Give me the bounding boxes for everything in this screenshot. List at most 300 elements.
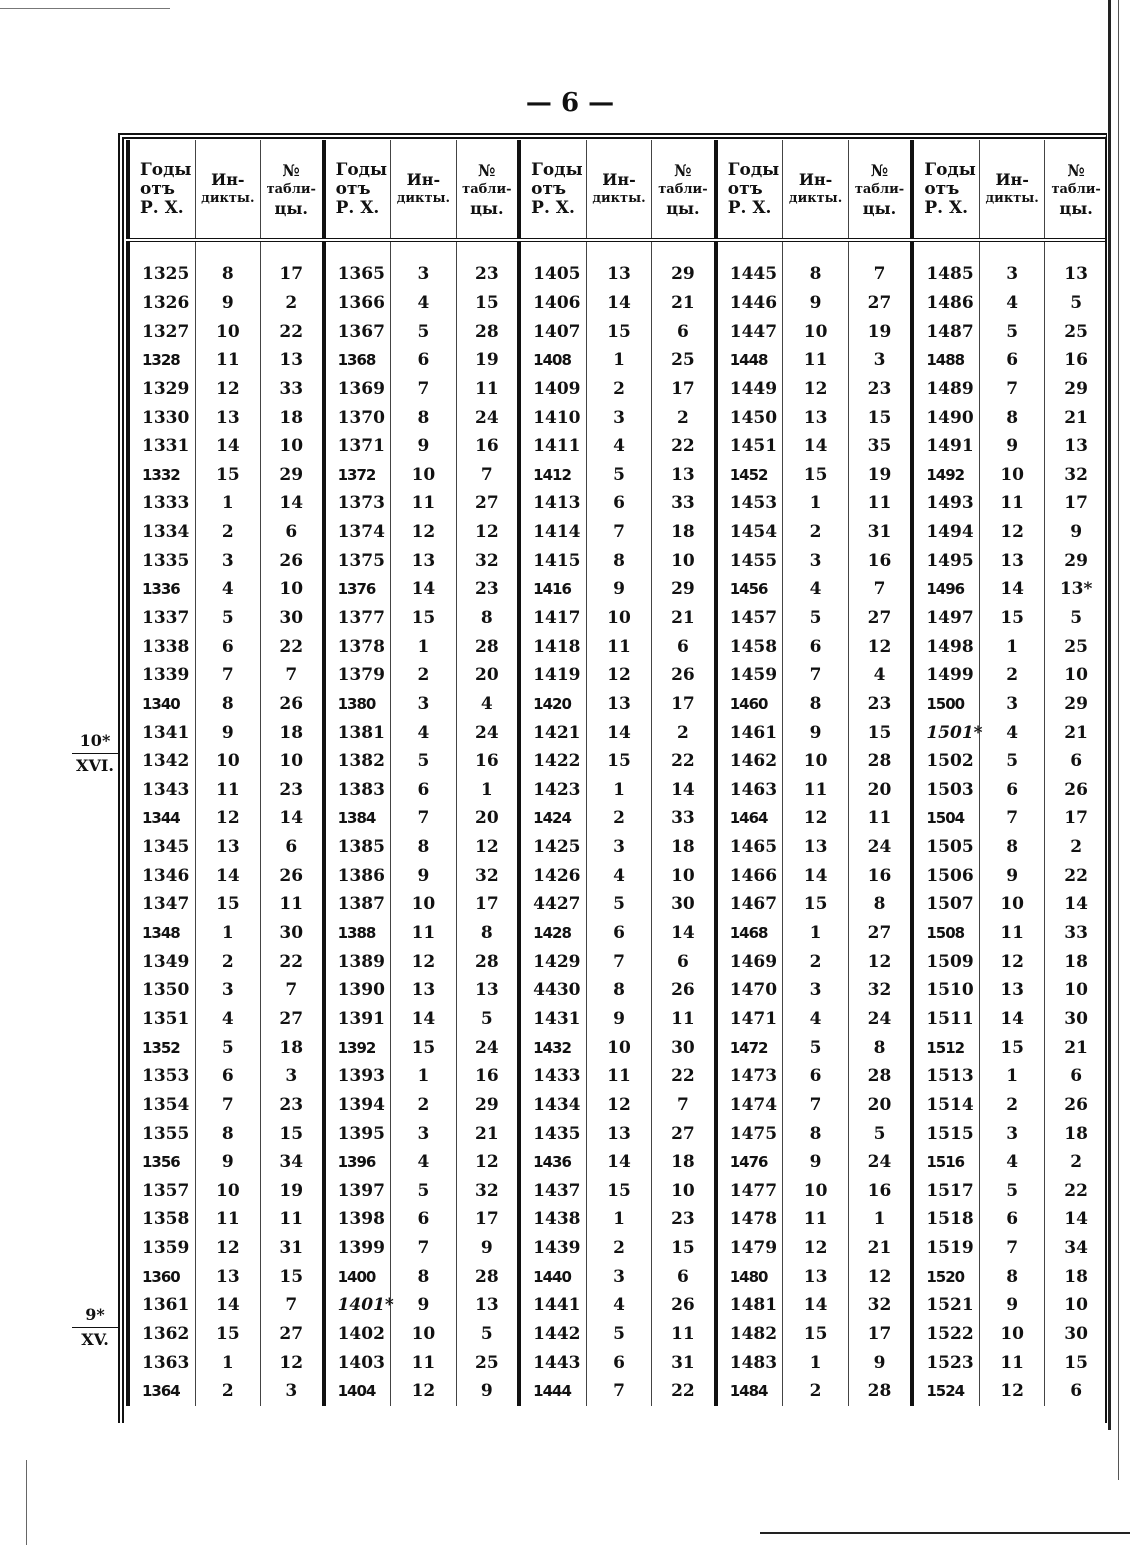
indiction-cell: 15 [980,604,1045,633]
table-no-cell: 23 [652,1205,716,1234]
table-no-cell: 1 [456,776,519,805]
year-cell: 1425 [519,833,586,862]
table-row [128,1119,1107,1148]
indiction-cell: 1 [783,489,848,518]
table-no-cell: 10 [260,747,323,776]
indiction-cell: 3 [586,1262,651,1291]
year-cell: 1451 [716,432,783,461]
table-no-cell: 28 [456,947,519,976]
table-no-cell: 18 [260,403,323,432]
table-no-cell: 16 [848,546,912,575]
indiction-cell: 3 [783,546,848,575]
indiction-cell: 11 [391,1348,456,1377]
table-row [128,947,1107,976]
header-year [519,140,586,240]
table-no-cell: 17 [1045,804,1107,833]
table-no-cell: 23 [848,690,912,719]
year-cell: 1414 [519,518,586,547]
side-note-century: XV. [81,1330,109,1349]
table-no-cell: 15 [456,289,519,318]
year-cell: 1499 [912,661,979,690]
table-no-cell: 25 [1045,317,1107,346]
year-cell: 1508 [912,919,979,948]
indiction-cell: 6 [980,346,1045,375]
indiction-cell: 3 [586,403,651,432]
indiction-cell: 15 [391,604,456,633]
year-cell: 1466 [716,861,783,890]
year-cell: 1366 [324,289,391,318]
indiction-cell: 7 [391,804,456,833]
table-no-cell: 29 [652,240,716,289]
table-no-cell: 21 [848,1234,912,1263]
table-no-cell: 26 [1045,776,1107,805]
header-indiction [586,140,651,240]
year-cell: 1330 [128,403,195,432]
year-cell: 1373 [324,489,391,518]
year-cell: 1496 [912,575,979,604]
table-no-cell: 2 [1045,1148,1107,1177]
indiction-cell: 4 [195,575,260,604]
year-cell: 1329 [128,375,195,404]
table-no-cell: 31 [260,1234,323,1263]
indiction-cell: 4 [391,1148,456,1177]
table-no-cell: 5 [456,1005,519,1034]
table-no-cell: 18 [652,1148,716,1177]
year-cell: 1400 [324,1262,391,1291]
year-cell: 1394 [324,1091,391,1120]
table-no-cell: 29 [1045,546,1107,575]
year-cell: 1489 [912,375,979,404]
year-cell: 1368 [324,346,391,375]
year-cell: 1481 [716,1291,783,1320]
indiction-cell: 5 [586,460,651,489]
table-row [128,804,1107,833]
table-no-cell: 22 [652,747,716,776]
year-cell: 1524 [912,1377,979,1406]
indiction-cell: 6 [586,919,651,948]
year-cell: 1352 [128,1033,195,1062]
year-cell: 1325 [128,240,195,289]
indiction-cell: 5 [783,604,848,633]
year-cell: 1406 [519,289,586,318]
indiction-cell: 5 [391,1177,456,1206]
indiction-cell: 11 [783,346,848,375]
indiction-cell: 10 [195,317,260,346]
table-no-cell: 22 [260,317,323,346]
table-no-cell: 28 [848,1062,912,1091]
indiction-cell: 5 [783,1033,848,1062]
indiction-cell: 13 [783,1262,848,1291]
year-cell: 1483 [716,1348,783,1377]
table-no-cell: 15 [260,1119,323,1148]
table-no-cell: 6 [260,833,323,862]
table-no-cell: 13 [456,976,519,1005]
header-line: № [1067,160,1085,180]
table-no-cell: 7 [848,240,912,289]
year-cell: 1334 [128,518,195,547]
indiction-cell: 10 [195,1177,260,1206]
indiction-cell: 7 [980,1234,1045,1263]
year-cell: 1421 [519,718,586,747]
table-no-cell: 18 [652,833,716,862]
table-no-cell: 25 [1045,632,1107,661]
table-no-cell: 18 [1045,1119,1107,1148]
indiction-cell: 2 [783,518,848,547]
year-cell: 1411 [519,432,586,461]
indiction-cell: 5 [195,604,260,633]
year-cell: 1478 [716,1205,783,1234]
indiction-cell: 4 [980,718,1045,747]
indiction-cell: 2 [195,1377,260,1406]
indiction-cell: 11 [195,776,260,805]
year-cell: 1401* [324,1291,391,1320]
table-no-cell: 30 [1045,1320,1107,1349]
table-no-cell: 26 [1045,1091,1107,1120]
table-no-cell: 17 [848,1320,912,1349]
year-cell: 1494 [912,518,979,547]
table-no-cell: 17 [652,690,716,719]
indiction-cell: 15 [783,460,848,489]
table-no-cell: 23 [848,375,912,404]
year-cell: 1428 [519,919,586,948]
year-cell: 1418 [519,632,586,661]
year-cell: 1410 [519,403,586,432]
table-no-cell: 16 [848,861,912,890]
year-cell: 1475 [716,1119,783,1148]
year-cell: 1355 [128,1119,195,1148]
year-cell: 1448 [716,346,783,375]
table-no-cell: 22 [652,432,716,461]
indiction-cell: 10 [980,890,1045,919]
year-cell: 1462 [716,747,783,776]
header-line: дикты. [396,191,451,206]
indiction-cell: 3 [783,976,848,1005]
indiction-cell: 9 [980,432,1045,461]
table-no-cell: 11 [848,489,912,518]
indiction-cell: 4 [391,718,456,747]
indiction-cell: 14 [391,1005,456,1034]
indiction-cell: 12 [195,1234,260,1263]
year-cell: 1491 [912,432,979,461]
left-edge-mark [26,1460,27,1545]
year-cell: 1458 [716,632,783,661]
table-no-cell: 9 [456,1234,519,1263]
indiction-cell: 7 [391,375,456,404]
table-no-cell: 25 [456,1348,519,1377]
year-cell: 1385 [324,833,391,862]
table-no-cell: 17 [456,890,519,919]
year-cell: 1346 [128,861,195,890]
indiction-cell: 4 [586,861,651,890]
indiction-cell: 12 [391,518,456,547]
indiction-cell: 8 [391,1262,456,1291]
indiction-cell: 5 [586,1320,651,1349]
table-row [128,776,1107,805]
table-no-cell: 5 [456,1320,519,1349]
table-no-cell: 1 [848,1205,912,1234]
year-cell: 1517 [912,1177,979,1206]
year-cell: 1522 [912,1320,979,1349]
table-no-cell: 27 [848,289,912,318]
indiction-cell: 15 [586,747,651,776]
table-no-cell: 14 [260,489,323,518]
indiction-cell: 9 [980,861,1045,890]
table-no-cell: 6 [260,518,323,547]
indiction-cell: 13 [195,403,260,432]
table-row [128,1005,1107,1034]
indiction-cell: 6 [586,1348,651,1377]
header-line: Годы [924,159,976,180]
table-no-cell: 26 [652,1291,716,1320]
header-table-no [456,140,519,240]
table-no-cell: 30 [260,919,323,948]
year-cell: 1514 [912,1091,979,1120]
year-cell: 1429 [519,947,586,976]
table-row [128,919,1107,948]
year-cell: 1509 [912,947,979,976]
year-cell: 1386 [324,861,391,890]
table-no-cell: 10 [260,575,323,604]
indiction-cell: 1 [980,1062,1045,1091]
page-edge-rule [1108,0,1111,1430]
table-row [128,546,1107,575]
table-no-cell: 6 [652,1262,716,1291]
year-cell: 1378 [324,632,391,661]
header-line: дикты. [201,191,255,206]
indiction-cell: 5 [980,317,1045,346]
table-no-cell: 26 [260,690,323,719]
indiction-cell: 2 [980,661,1045,690]
indiction-cell: 1 [783,919,848,948]
side-note-number: 9* [72,1305,118,1328]
indiction-cell: 15 [586,1177,651,1206]
indiction-cell: 15 [586,317,651,346]
indiction-cell: 10 [391,1320,456,1349]
year-cell: 1433 [519,1062,586,1091]
year-cell: 1360 [128,1262,195,1291]
year-cell: 1363 [128,1348,195,1377]
table-no-cell: 7 [260,976,323,1005]
indiction-cell: 9 [586,575,651,604]
year-cell: 1512 [912,1033,979,1062]
year-cell: 1495 [912,546,979,575]
year-cell: 1344 [128,804,195,833]
header-line: Годы [140,159,192,180]
year-cell: 1456 [716,575,783,604]
table-no-cell: 10 [260,432,323,461]
table-no-cell: 33 [652,804,716,833]
indiction-cell: 10 [783,317,848,346]
table-no-cell: 13* [1045,575,1107,604]
table-no-cell: 7 [848,575,912,604]
table-no-cell: 6 [652,632,716,661]
table-row [128,375,1107,404]
year-cell: 1469 [716,947,783,976]
year-cell: 1383 [324,776,391,805]
indiction-cell: 1 [195,919,260,948]
indiction-cell: 3 [195,976,260,1005]
indiction-cell: 6 [195,1062,260,1091]
table-no-cell: 5 [1045,289,1107,318]
indiction-cell: 2 [783,947,848,976]
table-row [128,1205,1107,1234]
year-cell: 1477 [716,1177,783,1206]
indiction-cell: 12 [980,518,1045,547]
year-cell: 1384 [324,804,391,833]
indiction-cell: 15 [783,1320,848,1349]
chronology-table [126,140,1107,1406]
table-no-cell: 18 [260,718,323,747]
indiction-cell: 6 [391,776,456,805]
table-no-cell: 13 [652,460,716,489]
indiction-cell: 3 [980,690,1045,719]
header-line: № [478,160,496,180]
indiction-cell: 7 [980,804,1045,833]
table-no-cell: 3 [260,1062,323,1091]
header-indiction [391,140,456,240]
table-no-cell: 32 [456,1177,519,1206]
year-cell: 1399 [324,1234,391,1263]
year-cell: 1327 [128,317,195,346]
indiction-cell: 9 [783,1148,848,1177]
year-cell: 1518 [912,1205,979,1234]
indiction-cell: 11 [391,489,456,518]
indiction-cell: 4 [783,575,848,604]
year-cell: 1347 [128,890,195,919]
year-cell: 1510 [912,976,979,1005]
year-cell: 1490 [912,403,979,432]
indiction-cell: 2 [586,1234,651,1263]
indiction-cell: 11 [980,919,1045,948]
table-no-cell: 17 [456,1205,519,1234]
table-no-cell: 10 [1045,1291,1107,1320]
table-row [128,1062,1107,1091]
indiction-cell: 8 [586,546,651,575]
table-row [128,976,1107,1005]
table-row [128,518,1107,547]
table-no-cell: 34 [260,1148,323,1177]
table-no-cell: 7 [260,661,323,690]
indiction-cell: 1 [980,632,1045,661]
year-cell: 1463 [716,776,783,805]
indiction-cell: 2 [980,1091,1045,1120]
year-cell: 1415 [519,546,586,575]
header-indiction [783,140,848,240]
year-cell: 1501* [912,718,979,747]
table-no-cell: 15 [848,718,912,747]
table-no-cell: 17 [260,240,323,289]
indiction-cell: 1 [391,632,456,661]
year-cell: 1452 [716,460,783,489]
table-no-cell: 21 [652,604,716,633]
year-cell: 1377 [324,604,391,633]
year-cell: 1505 [912,833,979,862]
indiction-cell: 14 [980,575,1045,604]
indiction-cell: 10 [391,460,456,489]
table-row [128,1377,1107,1406]
indiction-cell: 13 [195,1262,260,1291]
table-no-cell: 19 [848,317,912,346]
table-row [128,1262,1107,1291]
table-no-cell: 20 [456,661,519,690]
table-no-cell: 22 [1045,861,1107,890]
year-cell: 1381 [324,718,391,747]
indiction-cell: 9 [980,1291,1045,1320]
table-no-cell: 11 [848,804,912,833]
header-line: Годы [727,159,780,180]
table-row [128,346,1107,375]
table-no-cell: 28 [456,1262,519,1291]
indiction-cell: 11 [391,919,456,948]
table-no-cell: 9 [848,1348,912,1377]
year-cell: 1390 [324,976,391,1005]
indiction-cell: 8 [195,1119,260,1148]
table-no-cell: 27 [848,604,912,633]
table-no-cell: 15 [1045,1348,1107,1377]
table-no-cell: 24 [848,1148,912,1177]
indiction-cell: 8 [586,976,651,1005]
table-row [128,718,1107,747]
year-cell: 1515 [912,1119,979,1148]
table-no-cell: 10 [652,546,716,575]
table-no-cell: 18 [652,518,716,547]
year-cell: 1436 [519,1148,586,1177]
year-cell: 4430 [519,976,586,1005]
table-no-cell: 22 [652,1062,716,1091]
indiction-cell: 15 [783,890,848,919]
table-row [128,489,1107,518]
header-line: Р. Х. [727,197,772,218]
table-no-cell: 12 [848,947,912,976]
table-no-cell: 21 [1045,1033,1107,1062]
year-cell: 1365 [324,240,391,289]
year-cell: 1419 [519,661,586,690]
year-cell: 1350 [128,976,195,1005]
indiction-cell: 4 [195,1005,260,1034]
year-cell: 1364 [128,1377,195,1406]
header-row [128,140,1107,240]
table-no-cell: 6 [652,317,716,346]
year-cell: 1464 [716,804,783,833]
table-no-cell: 27 [456,489,519,518]
header-line: цы. [666,198,700,218]
table-no-cell: 12 [456,518,519,547]
header-year [912,140,979,240]
indiction-cell: 6 [783,632,848,661]
table-no-cell: 6 [1045,1062,1107,1091]
year-cell: 1443 [519,1348,586,1377]
table-no-cell: 10 [1045,661,1107,690]
header-line: дикты. [788,191,843,206]
indiction-cell: 3 [980,1119,1045,1148]
table-no-cell: 20 [848,776,912,805]
year-cell: 1467 [716,890,783,919]
indiction-cell: 5 [195,1033,260,1062]
indiction-cell: 9 [391,1291,456,1320]
year-cell: 1503 [912,776,979,805]
year-cell: 1336 [128,575,195,604]
year-cell: 1504 [912,804,979,833]
table-no-cell: 8 [456,919,519,948]
indiction-cell: 13 [391,976,456,1005]
table-no-cell: 14 [260,804,323,833]
indiction-cell: 1 [195,489,260,518]
year-cell: 1412 [519,460,586,489]
indiction-cell: 12 [783,804,848,833]
indiction-cell: 6 [586,489,651,518]
year-cell: 1492 [912,460,979,489]
indiction-cell: 14 [586,718,651,747]
